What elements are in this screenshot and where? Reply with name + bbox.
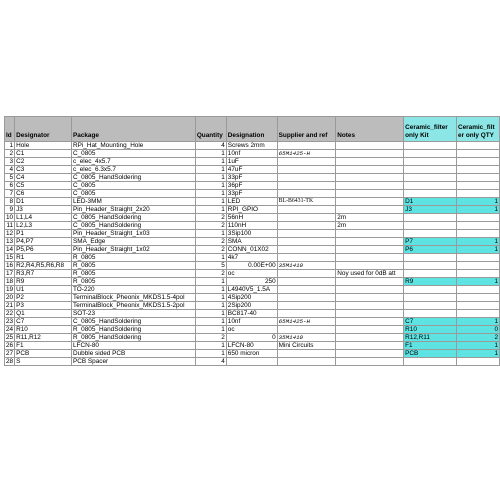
cell-cf-qty[interactable] (457, 262, 500, 270)
cell-package[interactable]: PCB Spacer (72, 358, 196, 366)
cell-cf-kit[interactable] (404, 158, 457, 166)
cell-notes[interactable] (336, 198, 404, 206)
table-body (5, 142, 500, 366)
cell-designator[interactable]: P5,P6 (15, 246, 72, 254)
cell-id[interactable]: 3 (5, 158, 15, 166)
cell-notes[interactable] (336, 174, 404, 182)
cell-supplier[interactable] (277, 254, 336, 262)
cell-designator[interactable]: P3 (15, 302, 72, 310)
cell-notes[interactable] (336, 318, 404, 326)
cell-notes[interactable] (336, 190, 404, 198)
cell-id[interactable]: 12 (6, 230, 14, 237)
cell-designator[interactable]: R3,R7 (15, 270, 72, 278)
cell-quantity[interactable]: 4 (195, 142, 226, 150)
cell-quantity[interactable]: 1 (195, 150, 226, 158)
cell-supplier[interactable] (277, 174, 336, 182)
table-row (5, 246, 500, 254)
cell-cf-kit[interactable]: D1 (404, 198, 457, 206)
cell-quantity[interactable]: 2 (195, 246, 226, 254)
cell-designator[interactable]: R11,R12 (15, 334, 72, 342)
cell-designation[interactable]: 3Sip100 (226, 230, 277, 238)
cell-supplier[interactable] (277, 190, 336, 198)
cell-designator[interactable]: Q1 (15, 310, 72, 318)
cell-cf-qty[interactable]: 1 (457, 278, 500, 286)
cell-notes[interactable] (336, 238, 404, 246)
cell-designator[interactable]: L1,L4 (15, 214, 72, 222)
table-row (5, 286, 500, 294)
cell-cf-qty[interactable] (457, 214, 500, 222)
cell-supplier[interactable] (277, 246, 336, 254)
cell-notes[interactable] (336, 182, 404, 190)
cell-designation[interactable] (226, 358, 277, 366)
cell-package[interactable]: SOT-23 (72, 310, 196, 318)
cell-designation[interactable]: 33pF (226, 174, 277, 182)
cell-id[interactable]: 23 (6, 318, 14, 325)
cell-package[interactable]: c_elec_4x5.7 (72, 158, 196, 166)
cell-supplier[interactable] (277, 158, 336, 166)
bom-table (4, 116, 500, 366)
cell-cf-kit[interactable] (404, 262, 457, 270)
cell-id[interactable]: 16 (6, 262, 14, 269)
cell-cf-qty[interactable] (457, 358, 500, 366)
cell-designator[interactable]: R1 (15, 254, 72, 262)
cell-cf-kit[interactable]: F1 (404, 342, 457, 350)
cell-notes[interactable] (336, 302, 404, 310)
cell-designation[interactable]: 110nH (226, 222, 277, 230)
cell-package[interactable]: C_0805 (72, 150, 196, 158)
cell-quantity[interactable]: 2 (195, 334, 226, 342)
table-row (5, 270, 500, 278)
cell-cf-qty[interactable] (457, 294, 500, 302)
cell-notes[interactable] (336, 254, 404, 262)
cell-designation[interactable]: 33pF (226, 190, 277, 198)
table-row (5, 302, 500, 310)
table-row (5, 230, 500, 238)
cell-id[interactable]: 26 (6, 342, 14, 349)
cell-package[interactable]: LFCN-80 (72, 342, 196, 350)
cell-designation[interactable]: RPI_GPIO (226, 206, 277, 214)
header-id[interactable]: Id (5, 117, 15, 142)
header-quantity[interactable]: Quantity (195, 117, 226, 142)
cell-quantity[interactable]: 2 (195, 270, 226, 278)
cell-supplier[interactable]: 65M1425-H (277, 318, 336, 326)
table-row (5, 214, 500, 222)
cell-cf-qty[interactable] (457, 254, 500, 262)
cell-package[interactable]: RPi_Hat_Mounting_Hole (72, 142, 196, 150)
cell-designator[interactable]: C6 (15, 190, 72, 198)
table-row (5, 238, 500, 246)
cell-package[interactable]: R_0805 (72, 270, 196, 278)
cell-cf-kit[interactable] (404, 294, 457, 302)
cell-id[interactable]: 2 (5, 150, 15, 158)
cell-cf-kit[interactable]: R12,R11 (404, 334, 457, 342)
cell-package[interactable]: c_elec_6.3x5.7 (72, 166, 196, 174)
cell-designation[interactable]: 1uF (226, 158, 277, 166)
cell-notes[interactable]: 2m (336, 214, 404, 222)
cell-id[interactable]: 11 (6, 222, 14, 229)
cell-notes[interactable] (336, 310, 404, 318)
cell-designator[interactable]: F1 (15, 342, 72, 350)
cell-supplier[interactable] (277, 294, 336, 302)
cell-designator[interactable]: U1 (15, 286, 72, 294)
cell-id[interactable]: 15 (6, 254, 14, 261)
cell-cf-kit[interactable]: P7 (404, 238, 457, 246)
cell-supplier[interactable] (277, 286, 336, 294)
cell-cf-qty[interactable]: 1 (457, 318, 500, 326)
table-row (5, 158, 500, 166)
cell-supplier[interactable] (277, 278, 336, 286)
cell-cf-kit[interactable]: R9 (404, 278, 457, 286)
cell-cf-qty[interactable] (457, 190, 500, 198)
table-row (5, 294, 500, 302)
cell-designator[interactable]: C5 (15, 182, 72, 190)
cell-cf-qty[interactable]: 1 (457, 342, 500, 350)
cell-notes[interactable] (336, 286, 404, 294)
cell-notes[interactable] (336, 206, 404, 214)
cell-cf-kit[interactable]: J3 (404, 206, 457, 214)
cell-quantity[interactable]: 1 (195, 230, 226, 238)
cell-cf-qty[interactable]: 2 (457, 334, 500, 342)
cell-id[interactable]: 14 (6, 246, 14, 253)
cell-cf-qty[interactable] (457, 286, 500, 294)
table-row (5, 262, 500, 270)
table-row (5, 198, 500, 206)
cell-cf-kit[interactable] (404, 222, 457, 230)
cell-id[interactable]: 7 (5, 190, 15, 198)
cell-quantity[interactable]: 5 (195, 262, 226, 270)
header-notes[interactable]: Notes (336, 117, 404, 142)
cell-cf-qty[interactable]: 1 (457, 238, 500, 246)
cell-cf-kit[interactable] (404, 174, 457, 182)
header-supplier[interactable]: Supplier and ref (277, 117, 336, 142)
cell-supplier[interactable] (277, 222, 336, 230)
cell-notes[interactable] (336, 150, 404, 158)
cell-cf-kit[interactable] (404, 254, 457, 262)
cell-designation[interactable]: oc (226, 326, 277, 334)
cell-package[interactable]: C_0805_HandSoldering (72, 174, 196, 182)
cell-designator[interactable]: Hole (15, 142, 72, 150)
cell-notes[interactable] (336, 350, 404, 358)
cell-quantity[interactable]: 1 (195, 318, 226, 326)
cell-package[interactable]: R_0805 (72, 278, 196, 286)
cell-notes[interactable] (336, 294, 404, 302)
cell-quantity[interactable]: 1 (195, 310, 226, 318)
cell-package[interactable]: R_0805 (72, 262, 196, 270)
cell-package[interactable]: C_0805_HandSoldering (72, 318, 196, 326)
table-row (5, 166, 500, 174)
cell-notes[interactable] (336, 342, 404, 350)
cell-notes[interactable]: Noy used for 0dB att (336, 270, 404, 278)
cell-supplier[interactable] (277, 350, 336, 358)
cell-supplier[interactable]: BL-B6431-TK (277, 198, 336, 206)
table-row (5, 150, 500, 158)
cell-notes[interactable] (336, 358, 404, 366)
cell-supplier[interactable] (277, 206, 336, 214)
table-row (5, 334, 500, 342)
cell-supplier[interactable] (277, 326, 336, 334)
cell-cf-kit[interactable] (404, 214, 457, 222)
cell-id[interactable]: 21 (6, 302, 14, 309)
cell-designation[interactable]: 250 (226, 278, 277, 286)
cell-supplier[interactable] (277, 310, 336, 318)
cell-notes[interactable] (336, 262, 404, 270)
cell-quantity[interactable]: 1 (195, 166, 226, 174)
cell-designation[interactable]: CONN_01X02 (226, 246, 277, 254)
spreadsheet (4, 116, 500, 366)
cell-package[interactable]: TO-220 (72, 286, 196, 294)
cell-notes[interactable] (336, 166, 404, 174)
cell-quantity[interactable]: 1 (195, 182, 226, 190)
cell-designator[interactable]: P4,P7 (15, 238, 72, 246)
table-row (5, 342, 500, 350)
cell-id[interactable]: 19 (6, 286, 14, 293)
cell-package[interactable]: Pin_Header_Straight_1x02 (72, 246, 196, 254)
cell-cf-qty[interactable] (457, 182, 500, 190)
cell-designator[interactable]: C4 (15, 174, 72, 182)
cell-package[interactable]: C_0805_HandSoldering (72, 214, 196, 222)
cell-cf-kit[interactable] (404, 270, 457, 278)
cell-package[interactable]: R_0805_HandSoldering (72, 334, 196, 342)
cell-cf-kit[interactable] (404, 150, 457, 158)
cell-id[interactable]: 25 (6, 334, 14, 341)
cell-id[interactable]: 4 (5, 166, 15, 174)
cell-id[interactable]: 28 (6, 358, 14, 365)
cell-cf-qty[interactable] (457, 150, 500, 158)
cell-quantity[interactable]: 2 (195, 222, 226, 230)
cell-cf-qty[interactable] (457, 166, 500, 174)
cell-cf-kit[interactable] (404, 190, 457, 198)
cell-cf-kit[interactable] (404, 302, 457, 310)
cell-quantity[interactable]: 1 (195, 286, 226, 294)
cell-notes[interactable] (336, 158, 404, 166)
cell-package[interactable]: R_0805 (72, 254, 196, 262)
cell-designation[interactable]: 0 (226, 334, 277, 342)
cell-cf-qty[interactable] (457, 302, 500, 310)
cell-quantity[interactable]: 1 (195, 206, 226, 214)
cell-quantity[interactable]: 1 (195, 326, 226, 334)
cell-supplier[interactable]: 35M1410 (277, 334, 336, 342)
cell-quantity[interactable]: 1 (195, 158, 226, 166)
cell-supplier[interactable] (277, 358, 336, 366)
table-row (5, 190, 500, 198)
cell-notes[interactable]: 2m (336, 222, 404, 230)
cell-designation[interactable]: 4Sip200 (226, 294, 277, 302)
cell-designator[interactable]: S (15, 358, 72, 366)
cell-designation[interactable]: 47uF (226, 166, 277, 174)
cell-designation[interactable]: oc (226, 270, 277, 278)
cell-quantity[interactable]: 1 (195, 342, 226, 350)
cell-package[interactable]: C_0805 (72, 182, 196, 190)
cell-designation[interactable]: LFCN-80 (226, 342, 277, 350)
table-row (5, 206, 500, 214)
cell-cf-qty[interactable]: 0 (457, 326, 500, 334)
cell-cf-qty[interactable] (457, 222, 500, 230)
cell-quantity[interactable]: 1 (195, 190, 226, 198)
cell-cf-qty[interactable]: 1 (457, 350, 500, 358)
cell-cf-qty[interactable] (457, 174, 500, 182)
cell-cf-kit[interactable]: PCB (404, 350, 457, 358)
cell-designation[interactable]: LED (226, 198, 277, 206)
cell-supplier[interactable] (277, 214, 336, 222)
cell-cf-kit[interactable] (404, 358, 457, 366)
cell-package[interactable]: TerminalBlock_Pheonix_MKDS1.5-2pol (72, 302, 196, 310)
cell-cf-qty[interactable] (457, 310, 500, 318)
cell-notes[interactable] (336, 334, 404, 342)
cell-supplier[interactable]: Mini Circuits (277, 342, 336, 350)
cell-id[interactable]: 22 (6, 310, 14, 317)
table-row (5, 358, 500, 366)
cell-id[interactable]: 17 (6, 270, 14, 277)
cell-id[interactable]: 9 (5, 206, 15, 214)
table-row (5, 174, 500, 182)
cell-cf-qty[interactable] (457, 142, 500, 150)
header-designation[interactable]: Designation (226, 117, 277, 142)
cell-designator[interactable]: D1 (15, 198, 72, 206)
cell-designator[interactable]: C2 (15, 158, 72, 166)
cell-supplier[interactable]: 65M1425-H (277, 150, 336, 158)
cell-package[interactable]: Pin_Header_Straight_2x20 (72, 206, 196, 214)
cell-designation[interactable]: Screws 2mm (226, 142, 277, 150)
table-row (5, 318, 500, 326)
cell-designation[interactable]: 36pF (226, 182, 277, 190)
cell-quantity[interactable]: 1 (195, 174, 226, 182)
cell-quantity[interactable]: 2 (195, 238, 226, 246)
cell-quantity[interactable]: 1 (195, 350, 226, 358)
header-designator[interactable]: Designator (15, 117, 72, 142)
cell-designator[interactable]: C1 (15, 150, 72, 158)
cell-id[interactable]: 8 (5, 198, 15, 206)
cell-designator[interactable]: L2,L3 (15, 222, 72, 230)
cell-designator[interactable]: R2,R4,R5,R6,R8 (15, 262, 72, 270)
cell-supplier[interactable] (277, 302, 336, 310)
cell-quantity[interactable]: 4 (195, 358, 226, 366)
cell-quantity[interactable]: 1 (195, 302, 226, 310)
cell-package[interactable]: C_0805_HandSoldering (72, 222, 196, 230)
cell-cf-qty[interactable]: 1 (457, 246, 500, 254)
cell-quantity[interactable]: 2 (195, 214, 226, 222)
cell-notes[interactable] (336, 246, 404, 254)
table-row (5, 182, 500, 190)
cell-supplier[interactable] (277, 182, 336, 190)
table-row (5, 350, 500, 358)
cell-designation[interactable]: 56nH (226, 214, 277, 222)
cell-quantity[interactable]: 1 (195, 254, 226, 262)
cell-cf-kit[interactable] (404, 142, 457, 150)
cell-package[interactable]: LED-3MM (72, 198, 196, 206)
cell-cf-kit[interactable] (404, 166, 457, 174)
cell-designator[interactable]: R9 (15, 278, 72, 286)
cell-designator[interactable]: C7 (15, 318, 72, 326)
cell-cf-qty[interactable]: 1 (457, 206, 500, 214)
cell-id[interactable]: 18 (6, 278, 14, 285)
cell-designator[interactable]: C3 (15, 166, 72, 174)
cell-id[interactable]: 6 (5, 182, 15, 190)
cell-cf-kit[interactable] (404, 286, 457, 294)
cell-cf-kit[interactable] (404, 230, 457, 238)
cell-package[interactable]: Pin_Header_Straight_1x03 (72, 230, 196, 238)
cell-cf-qty[interactable] (457, 270, 500, 278)
cell-supplier[interactable] (277, 238, 336, 246)
cell-designator[interactable]: P2 (15, 294, 72, 302)
cell-cf-kit[interactable] (404, 182, 457, 190)
header-row (5, 117, 500, 142)
cell-designator[interactable]: J3 (15, 206, 72, 214)
cell-notes[interactable] (336, 230, 404, 238)
cell-designator[interactable]: P1 (15, 230, 72, 238)
cell-supplier[interactable] (277, 230, 336, 238)
cell-package[interactable]: R_0805_HandSoldering (72, 326, 196, 334)
cell-id[interactable]: 13 (6, 238, 14, 245)
cell-designation[interactable]: BC817-40 (226, 310, 277, 318)
cell-notes[interactable] (336, 326, 404, 334)
header-cf-qty[interactable]: Ceramic_filt er only QTY (457, 117, 500, 142)
cell-quantity[interactable]: 1 (195, 278, 226, 286)
cell-id[interactable]: 27 (6, 350, 14, 357)
cell-package[interactable]: Dubble sided PCB (72, 350, 196, 358)
cell-quantity[interactable]: 1 (195, 198, 226, 206)
cell-supplier[interactable]: 35M1410 (277, 262, 336, 270)
cell-notes[interactable] (336, 142, 404, 150)
cell-package[interactable]: TerminalBlock_Pheonix_MKDS1.5-4pol (72, 294, 196, 302)
cell-supplier[interactable] (277, 142, 336, 150)
cell-cf-kit[interactable]: P6 (404, 246, 457, 254)
cell-quantity[interactable]: 1 (195, 294, 226, 302)
cell-cf-qty[interactable] (457, 230, 500, 238)
cell-designation[interactable]: 4k7 (226, 254, 277, 262)
cell-designation[interactable]: SMA (226, 238, 277, 246)
cell-cf-kit[interactable] (404, 310, 457, 318)
cell-designation[interactable]: 10nf (226, 150, 277, 158)
cell-id[interactable]: 10 (6, 214, 14, 221)
cell-designation[interactable]: 2Sip200 (226, 302, 277, 310)
cell-id[interactable]: 24 (6, 326, 14, 333)
table-row (5, 310, 500, 318)
header-package[interactable]: Package (72, 117, 196, 142)
cell-designator[interactable]: PCB (15, 350, 72, 358)
cell-cf-qty[interactable] (457, 158, 500, 166)
cell-designation[interactable]: 10nf (226, 318, 277, 326)
cell-notes[interactable] (336, 278, 404, 286)
cell-supplier[interactable] (277, 270, 336, 278)
cell-supplier[interactable] (277, 166, 336, 174)
cell-cf-qty[interactable]: 1 (457, 198, 500, 206)
table-row (5, 326, 500, 334)
table-row (5, 222, 500, 230)
cell-id[interactable]: 20 (6, 294, 14, 301)
table-row (5, 254, 500, 262)
cell-id[interactable]: 1 (5, 142, 15, 150)
cell-designation[interactable]: 650 micron (226, 350, 277, 358)
cell-cf-kit[interactable]: C7 (404, 318, 457, 326)
table-row (5, 142, 500, 150)
cell-package[interactable]: C_0805 (72, 190, 196, 198)
cell-package[interactable]: SMA_Edge (72, 238, 196, 246)
table-row (5, 278, 500, 286)
cell-designation[interactable]: L4940V5_1.5A (226, 286, 277, 294)
cell-designator[interactable]: R10 (15, 326, 72, 334)
cell-id[interactable]: 5 (5, 174, 15, 182)
cell-cf-kit[interactable]: R10 (404, 326, 457, 334)
header-cf-kit[interactable]: Ceramic_filter only Kit (404, 117, 457, 142)
cell-designation[interactable]: 0.00E+00 (226, 262, 277, 270)
